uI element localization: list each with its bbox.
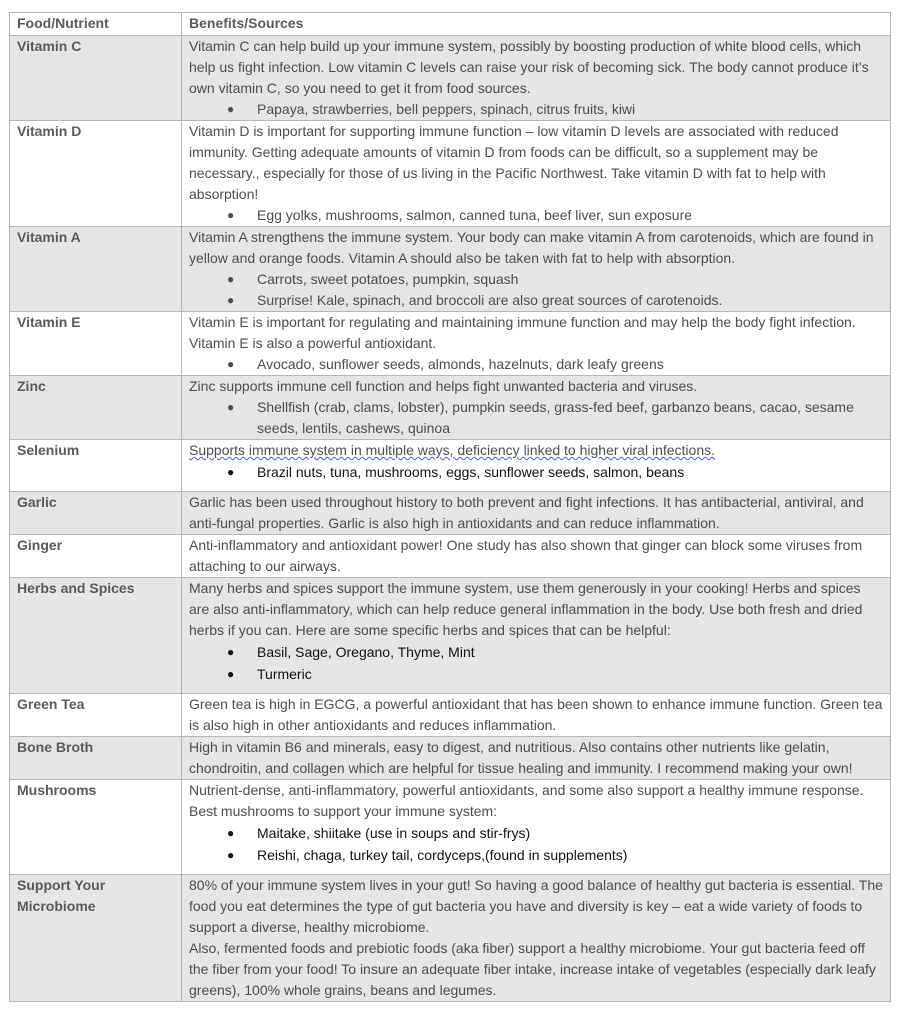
table-row-mushrooms — [10, 780, 891, 875]
benefits-cell — [182, 312, 891, 376]
benefits-text: Vitamin C can help build up your immune system, possibly by boosting production of white blood cells, which help us fight infection. Low vitamin C levels can raise your risk of becoming sick. The body cannot produce it’s own vitamin C, so you need to get it from food sources. — [189, 38, 869, 96]
sources-list — [189, 99, 884, 120]
list-item: ● Turmeric — [227, 663, 884, 685]
table-row-vitamin-c — [10, 36, 891, 121]
benefits-text: Green tea is high in EGCG, a powerful antioxidant that has been shown to enhance immune function. Green tea is also high in other antioxidants and reduces inflammation. — [189, 696, 883, 733]
list-item: ● Carrots, sweet potatoes, pumpkin, squash — [227, 269, 884, 290]
benefits-cell — [182, 780, 891, 875]
list-item: ● Brazil nuts, tuna, mushrooms, eggs, sunflower seeds, salmon, beans — [227, 461, 884, 483]
benefits-text: Vitamin D is important for supporting immune function – low vitamin D levels are associated with reduced immunity. Getting adequate amounts of vitamin D from foods can be difficult, so a supplement may be necessary., especially for those of us living in the Pacific Northwest. Take vitamin D with fat to help with absorption! — [189, 123, 839, 202]
benefits-text: Vitamin E is important for regulating and maintaining immune function and may help the body fight infection. Vitamin E is also a powerful antioxidant. — [189, 314, 856, 351]
nutrient-name: Herbs and Spices — [10, 578, 182, 694]
table-row-ginger — [10, 535, 891, 578]
table-row-vitamin-e — [10, 312, 891, 376]
list-item: ● Egg yolks, mushrooms, salmon, canned tuna, beef liver, sun exposure — [227, 205, 884, 226]
sources-list — [189, 269, 884, 311]
nutrient-name: Garlic — [10, 492, 182, 535]
sources-list — [189, 641, 884, 685]
benefits-cell — [182, 535, 891, 578]
table-row-vitamin-d — [10, 121, 891, 227]
benefits-text: Garlic has been used throughout history to both prevent and fight infections. It has antibacterial, antiviral, and anti-fungal properties. Garlic is also high in antioxidants and can reduce inflammation. — [189, 494, 864, 531]
benefits-cell — [182, 492, 891, 535]
table-row-herbs-and-spices — [10, 578, 891, 694]
benefits-cell — [182, 875, 891, 1002]
nutrient-name: Vitamin E — [10, 312, 182, 376]
nutrient-name: Zinc — [10, 376, 182, 440]
nutrient-name: Vitamin C — [10, 36, 182, 121]
benefits-text: High in vitamin B6 and minerals, easy to digest, and nutritious. Also contains other nutrients like gelatin, chondroitin, and collagen which are helpful for tissue healing and immunity. I recommend making your own! — [189, 739, 853, 776]
benefits-text: Anti-inflammatory and antioxidant power! One study has also shown that ginger can block some viruses from attaching to our airways. — [189, 537, 863, 574]
list-item: ● Surprise! Kale, spinach, and broccoli are also great sources of carotenoids. — [227, 290, 884, 311]
table-row-garlic — [10, 492, 891, 535]
nutrient-name: Ginger — [10, 535, 182, 578]
benefits-cell — [182, 737, 891, 780]
benefits-text: Many herbs and spices support the immune system, use them generously in your cooking! Herbs and spices are also anti-inflammatory, which can help reduce general inflammation in the body. Use both fresh and dried herbs if you can. Here are some specific herbs and spices that can be helpful: — [189, 580, 863, 638]
nutrient-name: Support Your Microbiome — [10, 875, 182, 1002]
benefits-text: Zinc supports immune cell function and helps fight unwanted bacteria and viruses. — [189, 378, 698, 394]
list-item: ● Avocado, sunflower seeds, almonds, hazelnuts, dark leafy greens — [227, 354, 884, 375]
nutrient-name: Bone Broth — [10, 737, 182, 780]
benefits-text: Vitamin A strengthens the immune system. Your body can make vitamin A from carotenoids, which are found in yellow and orange foods. Vitamin A should also be taken with fat to help with absorption. — [189, 229, 874, 266]
sources-list — [189, 205, 884, 226]
benefits-cell — [182, 694, 891, 737]
sources-list — [189, 461, 884, 483]
header-row — [10, 13, 891, 36]
table-row-bone-broth — [10, 737, 891, 780]
list-item: ● Basil, Sage, Oregano, Thyme, Mint — [227, 641, 884, 663]
benefits-cell — [182, 440, 891, 492]
benefits-text: Nutrient-dense, anti-inflammatory, powerful antioxidants, and some also support a healthy immune response. Best mushrooms to support your immune system: — [189, 782, 864, 819]
table-row-support-your-microbiome — [10, 875, 891, 1002]
list-item: ● Maitake, shiitake (use in soups and stir-frys) — [227, 822, 884, 844]
list-item: ● Papaya, strawberries, bell peppers, spinach, citrus fruits, kiwi — [227, 99, 884, 120]
header-benefits-sources: Benefits/Sources — [182, 13, 891, 36]
nutrient-name: Mushrooms — [10, 780, 182, 875]
nutrient-name: Vitamin D — [10, 121, 182, 227]
benefits-cell — [182, 376, 891, 440]
table-row-vitamin-a — [10, 227, 891, 312]
nutrient-name: Selenium — [10, 440, 182, 492]
table-row-selenium — [10, 440, 891, 492]
benefits-cell — [182, 36, 891, 121]
benefits-text: 80% of your immune system lives in your gut! So having a good balance of healthy gut bacteria is essential. The food you eat determines the type of gut bacteria you have and diversity is key – eat a wide variety of foods to support a diverse, healthy microbiome. — [189, 877, 883, 935]
list-item: ● Shellfish (crab, clams, lobster), pumpkin seeds, grass-fed beef, garbanzo beans, cacao, sesame seeds, lentils, cashews, quinoa — [227, 397, 884, 439]
table-row-zinc — [10, 376, 891, 440]
benefits-text: Supports immune system in multiple ways, deficiency linked to higher viral infections. — [189, 442, 716, 458]
sources-list — [189, 822, 884, 866]
header-food-nutrient: Food/Nutrient — [10, 13, 182, 36]
benefits-cell — [182, 121, 891, 227]
benefits-text-2: Also, fermented foods and prebiotic foods (aka fiber) support a healthy microbiome. Your gut bacteria feed off the fiber from your food! To insure an adequate fiber intake, increase intake of vegetables (especially dark leafy greens), 100% whole grains, beans and legumes. — [189, 940, 876, 998]
table-row-green-tea — [10, 694, 891, 737]
nutrient-table — [9, 12, 891, 1002]
sources-list — [189, 354, 884, 375]
benefits-cell — [182, 227, 891, 312]
nutrient-name: Green Tea — [10, 694, 182, 737]
sources-list — [189, 397, 884, 439]
benefits-cell — [182, 578, 891, 694]
nutrient-name: Vitamin A — [10, 227, 182, 312]
list-item: ● Reishi, chaga, turkey tail, cordyceps,(found in supplements) — [227, 844, 884, 866]
